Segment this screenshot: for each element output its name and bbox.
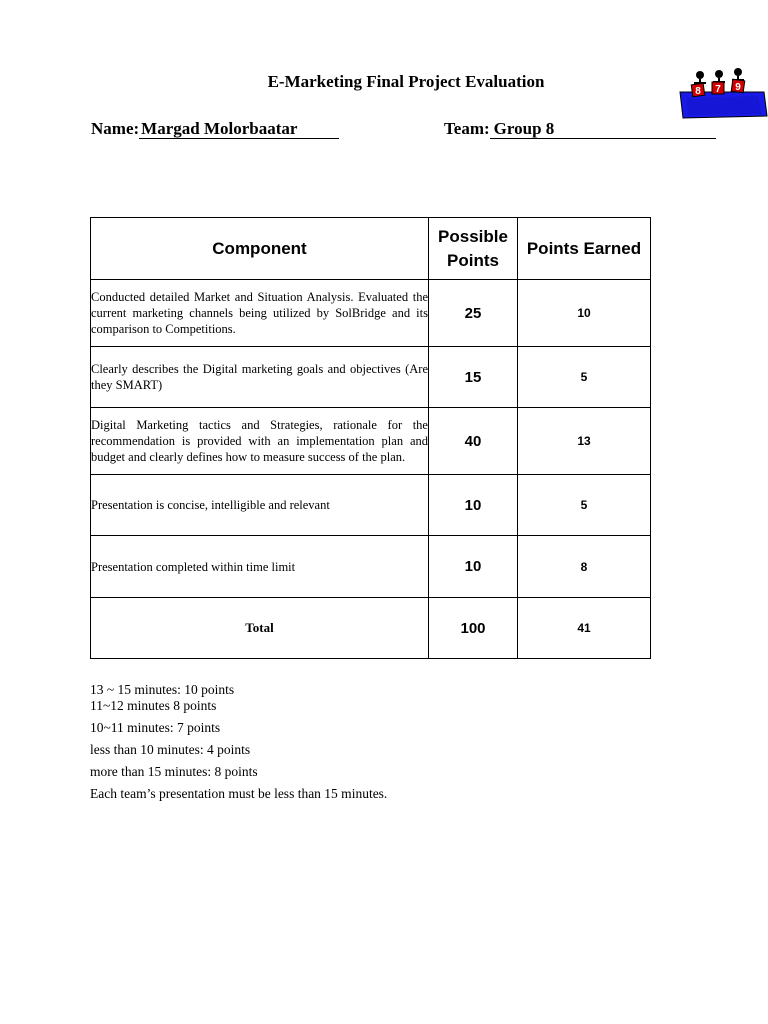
score-card-1: 8	[695, 86, 701, 97]
table-row	[91, 347, 651, 408]
header-points-earned: Points Earned	[518, 218, 651, 280]
row-component: Digital Marketing tactics and Strategies, rationale for the recommendation is provided with an implementation plan and budget and clearly defines how to measure success of the plan.	[91, 408, 429, 475]
note-line: 13 ~ 15 minutes: 10 points	[90, 682, 235, 697]
team-field: Group 8	[490, 120, 716, 139]
row-component: Conducted detailed Market and Situation Analysis. Evaluated the current marketing channels being utilized by SolBridge and its comparison to Competitions.	[91, 280, 429, 347]
table-row	[91, 280, 651, 347]
total-label: Total	[91, 598, 429, 659]
note-line: 10~11 minutes: 7 points	[90, 720, 221, 735]
name-line	[91, 119, 339, 139]
name-field: Margad Molorbaatar	[139, 120, 339, 139]
table-row	[91, 536, 651, 598]
note-line: 11~12 minutes 8 points	[90, 698, 217, 713]
row-possible-points: 25	[429, 280, 518, 347]
note-line: Each team’s presentation must be less than 15 minutes.	[90, 786, 388, 801]
row-possible-points: 15	[429, 347, 518, 408]
team-line	[444, 119, 716, 139]
table-row	[91, 475, 651, 536]
row-points-earned: 5	[518, 475, 651, 536]
row-possible-points: 40	[429, 408, 518, 475]
time-scoring-notes	[90, 682, 387, 804]
note-line: more than 15 minutes: 8 points	[90, 764, 258, 779]
total-possible-points: 100	[429, 598, 518, 659]
row-component: Presentation completed within time limit	[91, 536, 429, 598]
judges-scorecards-icon	[678, 66, 768, 124]
note-line: less than 10 minutes: 4 points	[90, 742, 251, 757]
score-card-2: 7	[715, 84, 721, 95]
score-card-3: 9	[735, 82, 741, 93]
row-points-earned: 5	[518, 347, 651, 408]
table-row	[91, 408, 651, 475]
header-component: Component	[91, 218, 429, 280]
total-points-earned: 41	[518, 598, 651, 659]
row-points-earned: 8	[518, 536, 651, 598]
team-label: Team:	[444, 119, 490, 138]
row-possible-points: 10	[429, 475, 518, 536]
header-possible-points: Possible Points	[429, 218, 518, 280]
table-total-row	[91, 598, 651, 659]
name-label: Name:	[91, 119, 140, 138]
row-points-earned: 10	[518, 280, 651, 347]
evaluation-table	[90, 217, 651, 659]
row-component: Presentation is concise, intelligible and relevant	[91, 475, 429, 536]
page-title: E-Marketing Final Project Evaluation	[267, 72, 545, 91]
row-component: Clearly describes the Digital marketing goals and objectives (Are they SMART)	[91, 347, 429, 408]
row-possible-points: 10	[429, 536, 518, 598]
row-points-earned: 13	[518, 408, 651, 475]
table-header-row	[91, 218, 651, 280]
